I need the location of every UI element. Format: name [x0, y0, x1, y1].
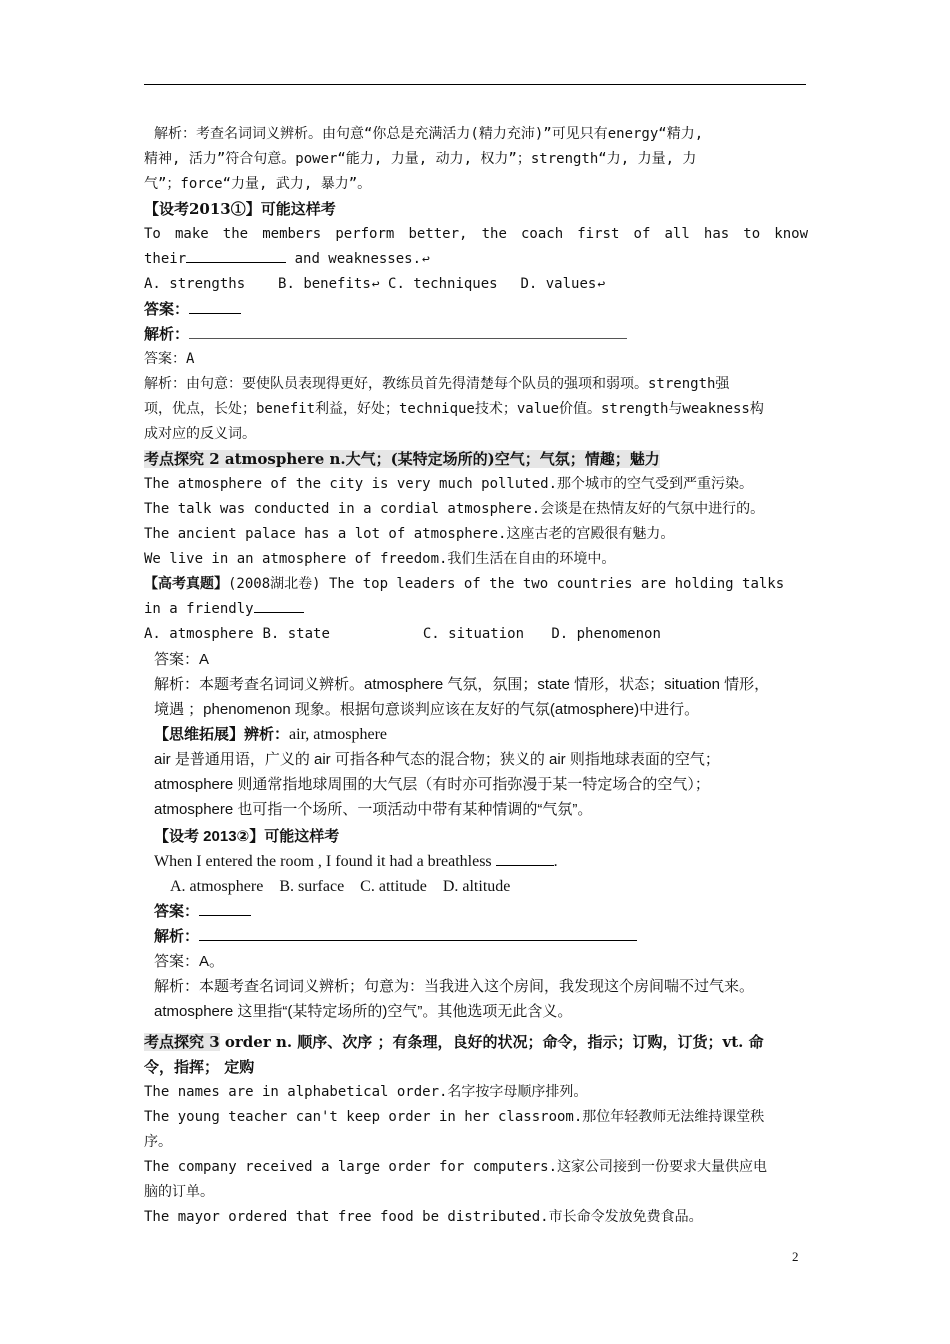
extension-words: air, atmosphere [289, 726, 387, 743]
exam-question-line [144, 572, 808, 597]
option-c: C. techniques [388, 276, 498, 292]
exam-question: in a friendly [144, 601, 254, 617]
return-arrow-icon: ↩ [597, 277, 606, 292]
option-d: D. phenomenon [551, 626, 661, 642]
explanation-line: 成对应的反义词。 [144, 426, 256, 442]
answer-line [154, 899, 808, 924]
explanation-line: 解析：本题考查名词词义辨析；句意为：当我进入这个房间，我发现这个房间喘不过气来。 [154, 978, 755, 995]
example-line: The mayor ordered that free food be distributed.市长命令发放免费食品。 [144, 1209, 703, 1225]
page-number: 2 [792, 1249, 799, 1264]
option-c: C. situation [422, 626, 525, 642]
options-line [144, 622, 808, 647]
option-c: C. attitude [360, 878, 427, 895]
explanation-line: atmosphere 这里指“(某特定场所的)空气”。其他选项无此含义。 [154, 1003, 573, 1020]
example-line: The atmosphere of the city is very much polluted.那个城市的空气受到严重污染。 [144, 476, 754, 492]
answer-label: 答案： [144, 300, 190, 318]
answer-text: 答案：A [144, 351, 195, 367]
extension-title [154, 722, 808, 747]
point-title-3 [144, 1030, 808, 1055]
analysis-blank [199, 925, 637, 941]
document-body [144, 122, 808, 1230]
answer-blank [254, 597, 304, 613]
answer-blank [496, 850, 554, 866]
extension-line: atmosphere 也可指一个场所、一项活动中带有某种情调的“气氛”。 [154, 801, 593, 818]
analysis-label: 解析： [144, 325, 190, 343]
answer-blank [186, 247, 286, 263]
answer-line [144, 297, 808, 322]
example-line: We live in an atmosphere of freedom.我们生活在自由的环境中。 [144, 551, 616, 567]
exam-label: 【高考真题】 [144, 576, 228, 592]
mock-title-2: 【设考 2013②】可能这样考 [154, 828, 340, 845]
example-line: The names are in alphabetical order.名字按字母顺序排列。 [144, 1084, 588, 1100]
example-line: The young teacher can't keep order in her classroom.那位年轻教师无法维持课堂秩 [144, 1109, 765, 1125]
point-heading-label: 考点探究 3 [144, 1033, 220, 1051]
option-a: A. strengths [144, 276, 246, 292]
option-a: A. atmosphere [144, 626, 254, 642]
point-heading: order n. 顺序、次序 ；有条理，良好的状况；命令，指示；订购，订货；vt. 命 [219, 1033, 764, 1051]
analysis-blank [189, 323, 627, 339]
explanation-line: 解析：本题考查名词词义辨析。atmosphere 气氛，氛围；state 情形，状态；situation 情形， [154, 676, 770, 693]
analysis-line: 精神, 活力”符合句意。power“能力, 力量, 动力, 权力”；strength“力, 力量, 力 [144, 151, 697, 167]
answer-blank [189, 298, 241, 314]
analysis-blank-line [154, 924, 808, 949]
options-line [144, 272, 808, 297]
extension-line: atmosphere 则通常指地球周围的大气层（有时亦可指弥漫于某一特定场合的空气）； [154, 776, 710, 793]
header-rule [144, 84, 806, 85]
example-line: 序。 [144, 1134, 172, 1150]
extension-line: air 是普通用语，广义的 air 可指各种气态的混合物；狭义的 air 则指地球表面的空气； [154, 751, 720, 768]
explanation-line: 境遇 ；phenomenon 现象。根据句意谈判应该在友好的气氛(atmosphere)中进行。 [154, 701, 700, 718]
option-a: A. atmosphere [170, 878, 264, 895]
option-b: B. benefits [278, 276, 371, 292]
return-arrow-icon: ↩ [422, 252, 430, 267]
point-heading: 令，指挥； 定购 [144, 1058, 255, 1076]
exam-source: (2008湖北卷) [228, 576, 321, 592]
question-text: and weaknesses. [286, 251, 422, 267]
question-text: When I entered the room , I found it had a breathless [154, 853, 492, 870]
return-arrow-icon: ↩ [371, 277, 380, 292]
point-title-2 [144, 447, 808, 472]
option-d: D. values [520, 276, 597, 292]
exam-question: The top leaders of the two countries are holding talks [320, 576, 785, 592]
option-b: B. surface [279, 878, 345, 895]
analysis-line: 气”；force“力量, 武力, 暴力”。 [144, 176, 372, 192]
question-text: their [144, 251, 187, 267]
example-line: The ancient palace has a lot of atmosphere.这座古老的宫殿很有魅力。 [144, 526, 675, 542]
example-line: The company received a large order for computers.这家公司接到一份要求大量供应电 [144, 1159, 768, 1175]
answer-text: 答案：A [154, 651, 210, 668]
extension-label: 【思维拓展】辨析： [154, 726, 290, 743]
mock-title-1: 【设考2013①】可能这样考 [144, 200, 336, 218]
explanation-line: 项，优点，长处；benefit利益，好处；technique技术；value价值。strength与weakness构 [144, 401, 764, 417]
option-d: D. altitude [442, 878, 511, 895]
answer-label: 答案： [154, 903, 200, 920]
answer-blank [199, 900, 251, 916]
analysis-label: 解析： [154, 928, 200, 945]
option-b: B. state [262, 626, 330, 642]
analysis-blank-line [144, 322, 808, 347]
question-line: To make the members perform better, the coach first of all has to know [144, 226, 808, 242]
question-line: When I entered the room , I found it had a breathless . [154, 849, 808, 874]
analysis-line: 解析：考查名词词义辨析。由句意“你总是充满活力(精力充沛)”可见只有energy“精力, [154, 126, 704, 142]
explanation-line: 解析：由句意：要使队员表现得更好，教练员首先得清楚每个队员的强项和弱项。strength强 [144, 376, 730, 392]
answer-text: 答案：A。 [154, 953, 225, 970]
exam-question-line [144, 597, 808, 622]
options-line [154, 874, 808, 899]
scanned-section [154, 647, 808, 1024]
example-line: 脑的订单。 [144, 1184, 214, 1200]
point-heading: 考点探究 2 atmosphere n.大气；(某特定场所的)空气；气氛；情趣；魅力 [144, 450, 660, 468]
question-line [144, 247, 808, 272]
example-line: The talk was conducted in a cordial atmosphere.会谈是在热情友好的气氛中进行的。 [144, 501, 765, 517]
